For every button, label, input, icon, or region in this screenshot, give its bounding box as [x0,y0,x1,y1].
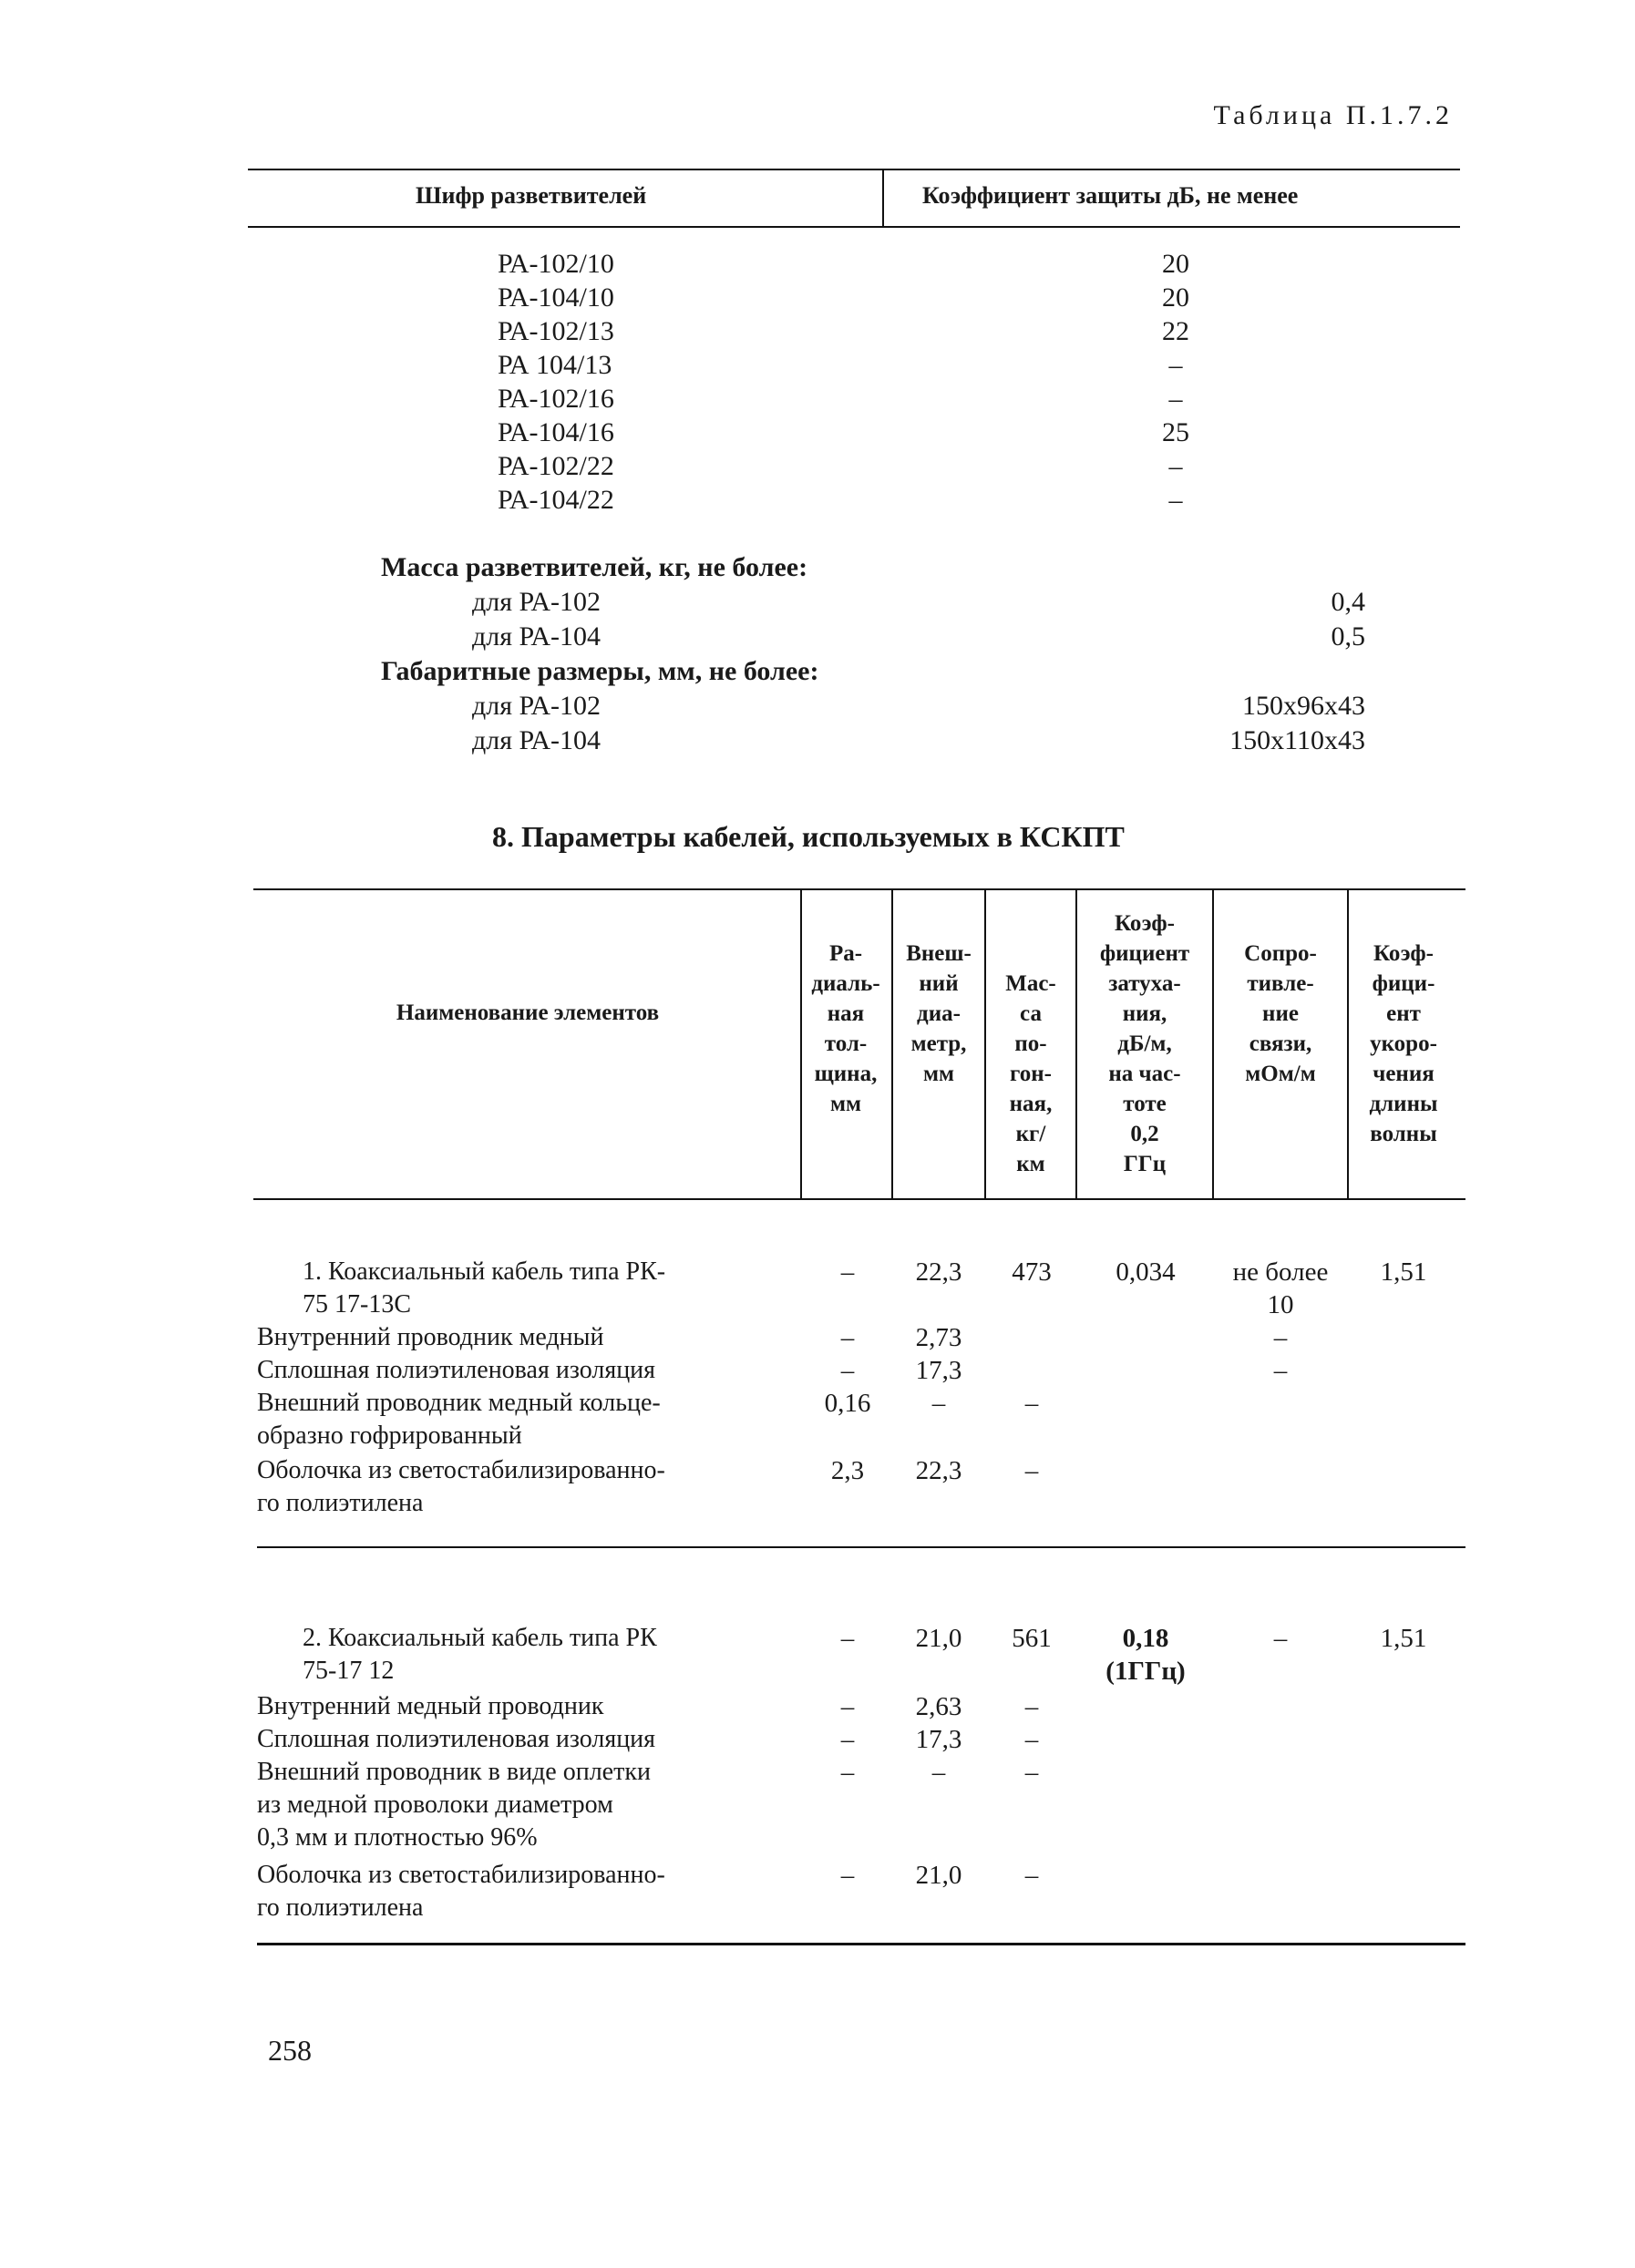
header-resist: Сопро- тивле- ние связи, мОм/м [1244,941,1317,1086]
dims-item-value: 150х110х43 [1229,725,1365,755]
cable2-part-name: Оболочка из светостабилизированно- го полиэтилена [257,1861,665,1922]
header-mass: Мас- са по- гон- ная, кг/ км [1005,971,1056,1176]
cable1-short: 1,51 [1380,1257,1427,1287]
table1-top-rule [248,169,1460,170]
cable2-part-outer: – [931,1758,946,1787]
cable2-part-name: Сплошная полиэтиленовая изоляция [257,1725,656,1753]
dims-item [381,724,1365,758]
cable1-part-mass: – [1024,1456,1039,1485]
table1-col1-header: Шифр разветвителей [416,182,647,209]
cable1-part-name: Сплошная полиэтиленовая изоляция [257,1356,656,1384]
cable2-part-mass: – [1024,1725,1039,1754]
cable1-bottom-rule [257,1546,1465,1548]
mass-item-label: для РА-104 [472,621,602,652]
mass-title-part1: Масса разветвителей, [381,552,653,582]
mass-block [381,550,1365,758]
cable2-part-mass: – [1024,1758,1039,1787]
cable1-part-resist: – [1273,1323,1288,1352]
cable1-outer: 22,3 [915,1257,962,1287]
cable1-atten: 0,034 [1116,1257,1176,1287]
cable1-part-outer: 22,3 [915,1456,962,1485]
cable2-part-mass: – [1024,1861,1039,1890]
cable1-part-name: Оболочка из светостабилизированно- го полиэтилена [257,1456,665,1517]
cable2-part-radial: – [840,1725,855,1754]
page-number: 258 [268,2034,312,2067]
table1-value: 22 [1162,316,1189,346]
mass-title-part2: кг, не более: [652,552,808,582]
header-atten: Коэф- фициент затуха- ния, дБ/м, на час- тоте 0,2 ГГц [1099,911,1190,1176]
cable1-part-resist: – [1273,1356,1288,1385]
mass-title [381,550,1365,585]
header-outer: Внеш- ний диа- метр, мм [906,941,972,1086]
cable2-atten: 0,18 (1ГГц) [1105,1624,1186,1686]
table1-code: РА-102/22 [498,451,614,481]
cable2-mass: 561 [1012,1624,1052,1653]
cable1-part-radial: – [840,1323,855,1352]
table1-value: – [1168,350,1183,380]
cable1-title: 1. Коаксиальный кабель типа РК- 75 17-13С [303,1257,666,1319]
cable2-part-mass: – [1024,1692,1039,1721]
table1-value: – [1168,451,1183,481]
mass-item-value: 0,4 [1331,587,1365,617]
table1-header-divider [882,169,884,226]
cable2-part-name: Внешний проводник в виде оплетки из медной проволоки диаметром 0,3 мм и плотностью 96% [257,1758,651,1852]
section-heading: 8. Параметры кабелей, используемых в КСКПТ [492,820,1125,853]
dims-item-label: для РА-104 [472,725,602,755]
cable2-part-outer: 2,63 [915,1692,962,1721]
cable1-part-outer: 2,73 [915,1323,962,1352]
dims-title-part1: Габаритные размеры, [381,656,652,686]
mass-item-value: 0,5 [1331,621,1365,652]
table1-code: РА-104/22 [498,485,614,515]
mass-item [381,620,1365,654]
cable2-title: 2. Коаксиальный кабель типа РК 75-17 12 [303,1624,657,1685]
cable2-part-radial: – [840,1758,855,1787]
table1-code: РА-102/16 [498,384,614,414]
cable1-part-mass: – [1024,1389,1039,1418]
table1-value: – [1168,384,1183,414]
table1-header-rule [248,226,1460,228]
cable1-part-radial: 2,3 [830,1456,865,1485]
dims-item [381,689,1365,724]
cable2-part-radial: – [840,1861,855,1890]
cable1-part-outer: – [931,1389,946,1418]
cable1-radial: – [840,1257,855,1287]
table2-top-rule [253,888,1465,890]
table1-code: РА-102/13 [498,316,614,346]
cable2-outer: 21,0 [915,1624,962,1653]
cable1-resist: не более 10 [1232,1257,1329,1319]
cable2-part-outer: 17,3 [915,1725,962,1754]
table2-header-rule [253,1198,1465,1200]
table1-col2-header: Коэффициент защиты дБ, не менее [922,182,1299,209]
header-radial: Ра- диаль- ная тол- щина, мм [811,941,880,1116]
header-short: Коэф- фици- ент укоро- чения длины волны [1369,941,1438,1146]
table1-value: 20 [1162,282,1189,313]
cable1-part-name: Внешний проводник медный кольце- образно гофрированный [257,1389,661,1450]
cable1-part-outer: 17,3 [915,1356,962,1385]
header-name: Наименование элементов [396,1001,660,1025]
table1-value: 25 [1162,417,1189,447]
table1-value: 20 [1162,249,1189,279]
cable2-part-outer: 21,0 [915,1861,962,1890]
cable2-part-name: Внутренний медный проводник [257,1692,604,1720]
dims-item-value: 150х96х43 [1242,691,1365,721]
mass-item-label: для РА-102 [472,587,602,617]
table-label: Таблица П.1.7.2 [1213,100,1453,130]
dims-title [381,654,1365,689]
cable2-part-radial: – [840,1692,855,1721]
table1-code: РА-104/10 [498,282,614,313]
table1-code: РА-104/16 [498,417,614,447]
cable1-part-radial: 0,16 [824,1389,871,1418]
cable2-resist: – [1273,1624,1288,1653]
table1-code: РА-102/10 [498,249,614,279]
dims-title-part2: мм, не более: [651,656,819,686]
cable1-mass: 473 [1012,1257,1052,1287]
cable1-part-radial: – [840,1356,855,1385]
dims-item-label: для РА-102 [472,691,602,721]
table1-value: – [1168,485,1183,515]
cable1-part-name: Внутренний проводник медный [257,1323,604,1351]
cable2-radial: – [840,1624,855,1653]
cable2-short: 1,51 [1380,1624,1427,1653]
mass-item [381,585,1365,620]
table1-code: РА 104/13 [498,350,612,380]
cable2-bottom-rule [257,1943,1465,1945]
